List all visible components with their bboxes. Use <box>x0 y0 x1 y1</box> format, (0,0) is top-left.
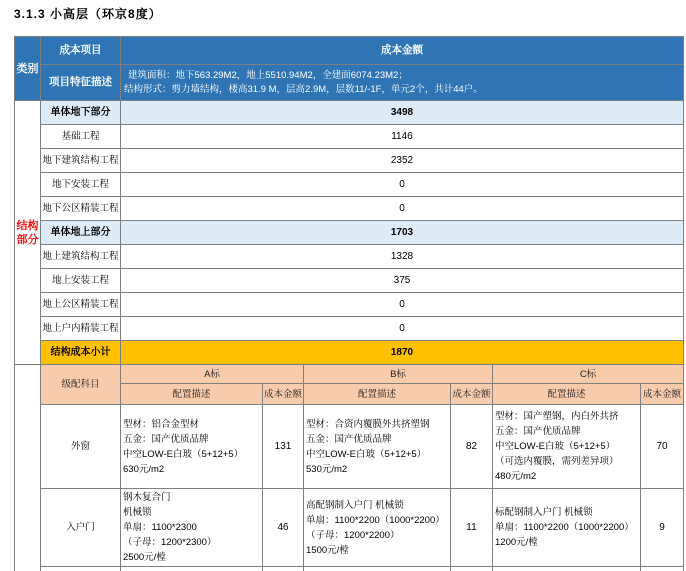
structure-row-label: 地上安装工程 <box>41 269 121 293</box>
feature-row <box>15 65 684 101</box>
lot-c-amount: 9 <box>641 489 684 567</box>
config-line: 2500元/樘 <box>123 552 166 563</box>
feature-line-area: 建筑面积：地下563.29M2，地上5510.94M2，全建面6074.23M2； <box>128 69 408 81</box>
structure-row-amount: 375 <box>121 269 684 293</box>
config-line: 单扇：1100*2200（1000*2200） <box>495 522 634 533</box>
grading-subject: 入户门 <box>41 489 121 567</box>
lot-c-header: C标 <box>493 365 684 384</box>
grading-subject: 外窗 <box>41 405 121 489</box>
category-header-cell <box>15 37 41 101</box>
structure-row-label: 单体地上部分 <box>41 221 121 245</box>
structure-item-row <box>15 149 684 173</box>
structure-item-row <box>15 173 684 197</box>
lot-b-config <box>304 405 451 489</box>
lot-a-config <box>121 567 263 571</box>
lot-b-config <box>304 567 451 571</box>
feature-description-cell <box>121 65 684 101</box>
structure-subtotal-label: 结构成本小计 <box>41 341 121 365</box>
lot-a-amount-header: 成本金额 <box>263 384 304 405</box>
structure-row-label: 地下安装工程 <box>41 173 121 197</box>
structure-row-amount: 0 <box>121 317 684 341</box>
config-line: 五金：国产优质品牌 <box>306 433 392 445</box>
structure-subtotal-amount: 1870 <box>121 341 684 365</box>
structure-row-amount: 1328 <box>121 245 684 269</box>
config-line: 型材：铝合金型材 <box>123 418 200 430</box>
structure-category-label: 结构部分 <box>16 219 39 246</box>
lot-a-config <box>121 489 263 567</box>
config-line: 中空LOW-E白玻（5+12+5） <box>306 448 427 460</box>
lot-b-amount: 82 <box>451 405 493 489</box>
structure-row-label: 地下建筑结构工程 <box>41 149 121 173</box>
structure-row-amount: 0 <box>121 173 684 197</box>
structure-row-label: 地上户内精装工程 <box>41 317 121 341</box>
lot-c-amount: 70 <box>641 405 684 489</box>
lot-b-config <box>304 489 451 567</box>
structure-row-label: 单体地下部分 <box>41 101 121 125</box>
config-line: 五金：国产优质品牌 <box>123 433 209 445</box>
lot-c-amount <box>641 567 684 571</box>
structure-row-label: 地上建筑结构工程 <box>41 245 121 269</box>
feature-line-structure: 结构形式：剪力墙结构，楼高31.9 M，层高2.9M，层数11/-1F，单元2个，共计44户。 <box>124 83 483 95</box>
lot-b-amount <box>451 567 493 571</box>
structure-item-row <box>15 269 684 293</box>
category-header-label: 类别 <box>16 62 39 75</box>
lot-b-header: B标 <box>304 365 493 384</box>
config-line: 630元/m2 <box>123 463 165 475</box>
grading-subject <box>41 567 121 571</box>
cost-table <box>14 36 684 571</box>
structure-item-row <box>15 245 684 269</box>
config-line: 型材：国产塑钢，内白外共挤 <box>495 411 619 422</box>
structure-row-amount: 1146 <box>121 125 684 149</box>
config-line: 机械锁 <box>123 507 152 518</box>
config-line: 型材：合资内覆膜外共挤塑钢 <box>306 418 430 430</box>
structure-section-row <box>15 101 684 125</box>
lot-b-config-header: 配置描述 <box>304 384 451 405</box>
structure-row-label: 地下公区精装工程 <box>41 197 121 221</box>
structure-row-label: 基础工程 <box>41 125 121 149</box>
structure-row-amount: 2352 <box>121 149 684 173</box>
lot-b-amount-header: 成本金额 <box>451 384 493 405</box>
lot-c-config <box>493 489 641 567</box>
config-line: 单扇：1100*2300 <box>123 522 197 533</box>
lot-a-config <box>121 405 263 489</box>
structure-row-amount: 1703 <box>121 221 684 245</box>
lot-a-amount: 46 <box>263 489 304 567</box>
section-title: 3.1.3 小高层（环京8度） <box>14 7 162 21</box>
config-line: 中空LOW-E白玻（5+12+5） <box>123 448 244 460</box>
config-line: 480元/m2 <box>495 471 537 482</box>
table-header-row <box>15 37 684 65</box>
lot-c-config <box>493 405 641 489</box>
structure-category-cell <box>15 101 41 365</box>
config-line: 标配钢制入户门 机械锁 <box>495 507 593 518</box>
structure-row-amount: 0 <box>121 293 684 317</box>
config-line: 1500元/樘 <box>306 544 349 556</box>
config-line: 钢木复合门 <box>123 492 171 503</box>
lot-c-config <box>493 567 641 571</box>
grading-row-next <box>15 567 684 571</box>
structure-row-label: 地上公区精装工程 <box>41 293 121 317</box>
structure-item-row <box>15 293 684 317</box>
feature-label-cell: 项目特征描述 <box>41 65 121 101</box>
cost-item-header: 成本项目 <box>41 37 121 65</box>
config-line: 中空LOW-E白玻（5+12+5） <box>495 441 616 452</box>
structure-item-row <box>15 317 684 341</box>
grading-row-window <box>15 405 684 489</box>
structure-row-amount: 0 <box>121 197 684 221</box>
config-line: 530元/m2 <box>306 463 348 475</box>
grading-category-cell <box>15 365 41 571</box>
config-line: （子母：1200*2200） <box>306 529 400 541</box>
config-line: 高配钢制入户门 机械锁 <box>306 499 404 511</box>
structure-subtotal-row <box>15 341 684 365</box>
config-line: （子母：1200*2300） <box>123 537 217 548</box>
structure-item-row <box>15 197 684 221</box>
config-line: 单扇：1100*2200（1000*2200） <box>306 514 445 526</box>
lot-c-amount-header: 成本金额 <box>641 384 684 405</box>
grading-header-row <box>15 365 684 384</box>
cost-amount-header: 成本金额 <box>121 37 684 65</box>
lot-a-amount <box>263 567 304 571</box>
lot-b-amount: 11 <box>451 489 493 567</box>
lot-a-amount: 131 <box>263 405 304 489</box>
lot-a-header: A标 <box>121 365 304 384</box>
grading-row-entry-door <box>15 489 684 567</box>
config-line: 1200元/樘 <box>495 537 538 548</box>
config-line: （可选内覆膜，需列差异项） <box>495 456 619 467</box>
lot-c-config-header: 配置描述 <box>493 384 641 405</box>
grading-subject-header: 级配科目 <box>41 365 121 405</box>
config-line: 五金：国产优质品牌 <box>495 426 581 437</box>
structure-item-row <box>15 125 684 149</box>
structure-row-amount: 3498 <box>121 101 684 125</box>
lot-a-config-header: 配置描述 <box>121 384 263 405</box>
structure-section-row <box>15 221 684 245</box>
